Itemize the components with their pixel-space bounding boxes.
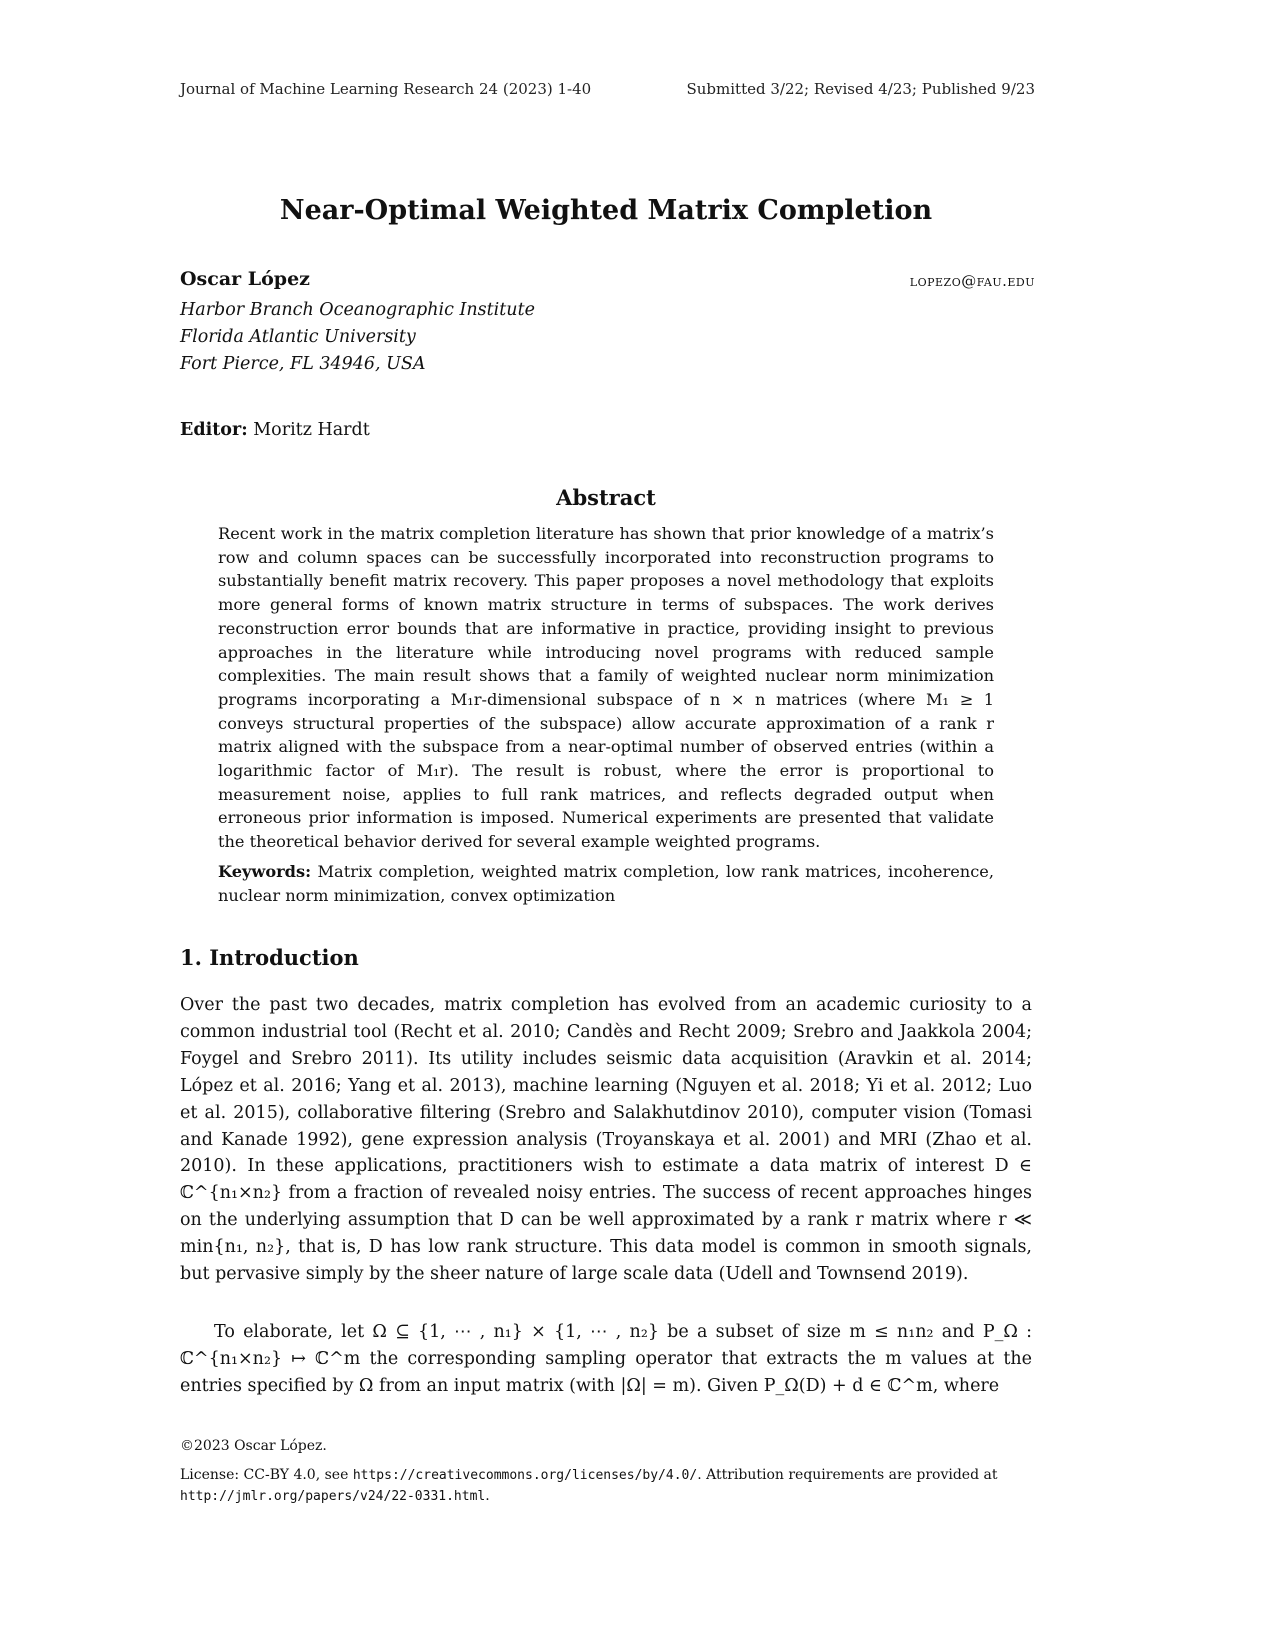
author-affiliation: [180, 297, 535, 378]
license-prefix: License: CC-BY 4.0, see: [180, 1467, 353, 1483]
editor-name: Moritz Hardt: [253, 420, 370, 440]
body-paragraph-2: To elaborate, let Ω ⊆ {1, ⋯ , n₁} × {1, ⋯ , n₂} be a subset of size m ≤ n₁n₂ and P_Ω : ℂ^{n₁×n₂} ↦ ℂ^m the corresponding sampling operator that extracts the m values at the entries specified by Ω from an input matrix (with |Ω| = m). Given P_Ω(D) + d ∈ ℂ^m, where: [180, 1322, 1032, 1396]
keywords-label: Keywords:: [218, 862, 312, 881]
attribution-link[interactable]: http://jmlr.org/papers/v24/22-0331.html: [180, 1489, 486, 1504]
abstract-heading: Abstract: [556, 485, 656, 510]
copyright-notice: ©2023 Oscar López.: [180, 1438, 327, 1454]
affiliation-line: Fort Pierce, FL 34946, USA: [180, 354, 426, 374]
paper-title: Near-Optimal Weighted Matrix Completion: [279, 195, 933, 226]
keywords: [218, 860, 994, 907]
running-header-journal: Journal of Machine Learning Research 24 (2023) 1-40: [180, 80, 592, 98]
body-paragraph-1: Over the past two decades, matrix completion has evolved from an academic curiosity to a common industrial tool (Recht et al. 2010; Candès and Recht 2009; Srebro and Jaakkola 2004; Foygel and Srebro 2011). Its utility includes seismic data acquisition (Aravkin et al. 2014; López et al. 2016; Yang et al. 2013), machine learning (Nguyen et al. 2018; Yi et al. 2012; Luo et al. 2015), collaborative filtering (Srebro and Salakhutdinov 2010), computer vision (Tomasi and Kanade 1992), gene expression analysis (Troyanskaya et al. 2001) and MRI (Zhao et al. 2010). In these applications, practitioners wish to estimate a data matrix of interest D ∈ ℂ^{n₁×n₂} from a fraction of revealed noisy entries. The success of recent approaches hinges on the underlying assumption that D can be well approximated by a rank r matrix where r ≪ min{n₁, n₂}, that is, D has low rank structure. This data model is common in smooth signals, but pervasive simply by the sheer nature of large scale data (Udell and Townsend 2019).: [180, 995, 1032, 1285]
section-heading-introduction: 1. Introduction: [180, 945, 359, 970]
running-header-dates: Submitted 3/22; Revised 4/23; Published 9/23: [686, 80, 1035, 98]
keywords-text: Matrix completion, weighted matrix completion, low rank matrices, incoherence, nuclear norm minimization, convex optimization: [218, 862, 994, 905]
editor-line: [180, 420, 370, 440]
author-email: lopezo@fau.edu: [909, 272, 1035, 290]
license-notice: [180, 1465, 1040, 1507]
author-name: Oscar López: [180, 268, 310, 290]
affiliation-line: Florida Atlantic University: [180, 327, 416, 347]
license-end: .: [485, 1488, 490, 1504]
affiliation-line: Harbor Branch Oceanographic Institute: [180, 300, 535, 320]
license-link[interactable]: https://creativecommons.org/licenses/by/4.0/: [352, 1468, 698, 1483]
license-mid: . Attribution requirements are provided at: [697, 1467, 998, 1483]
editor-label: Editor:: [180, 420, 248, 440]
abstract-text: Recent work in the matrix completion literature has shown that prior knowledge of a matrix’s row and column spaces can be successfully incorporated into reconstruction programs to substantially benefit matrix recovery. This paper proposes a novel methodology that exploits more general forms of known matrix structure in terms of subspaces. The work derives reconstruction error bounds that are informative in practice, providing insight to previous approaches in the literature while introducing novel programs with reduced sample complexities. The main result shows that a family of weighted nuclear norm minimization programs incorporating a M₁r-dimensional subspace of n × n matrices (where M₁ ≥ 1 conveys structural properties of the subspace) allow accurate approximation of a rank r matrix aligned with the subspace from a near-optimal number of observed entries (within a logarithmic factor of M₁r). The result is robust, where the error is proportional to measurement noise, applies to full rank matrices, and reflects degraded output when erroneous prior information is imposed. Numerical experiments are presented that validate the theoretical behavior derived for several example weighted programs.: [218, 524, 994, 852]
